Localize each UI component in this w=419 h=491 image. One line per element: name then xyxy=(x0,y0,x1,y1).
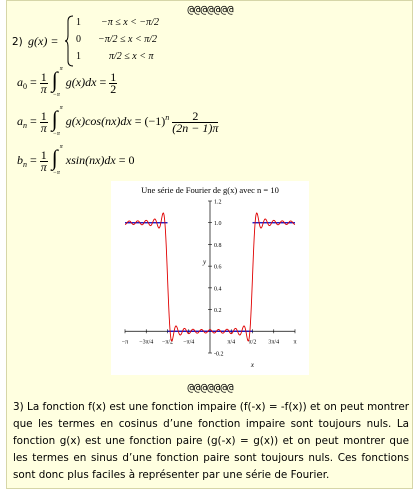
y-tick-label: -0.2 xyxy=(214,351,224,358)
content-frame xyxy=(6,0,413,489)
case-2-value: 0 xyxy=(76,34,81,45)
y-tick-label: 0.6 xyxy=(214,264,222,271)
x-tick-label: −π/2 xyxy=(161,339,174,346)
y-tick-label: 0.8 xyxy=(214,242,222,249)
formula-a0: $a_0$ = $\frac{1}{\pi}$ ∫ π −π g(x)dx = $\frac{1}{2}$ xyxy=(17,66,117,98)
chart-title: Une série de Fourier de g(x) avec n = 10 xyxy=(141,185,279,195)
x-tick-label: −π xyxy=(121,339,129,346)
formula-bn: $b_n$ = $\frac{1}{\pi}$ ∫ π −π xsin(nx)dx = 0 xyxy=(17,144,135,176)
item2-label: 2) xyxy=(12,36,23,48)
x-axis-label: x xyxy=(250,361,255,369)
y-tick-label: 0.4 xyxy=(214,286,222,293)
x-tick-label: 3π/4 xyxy=(268,339,280,346)
left-brace xyxy=(65,15,75,67)
case-3-value: 1 xyxy=(76,51,81,62)
y-tick-label: 0.2 xyxy=(214,308,222,315)
g-definition-lhs: g(x) = xyxy=(28,34,59,48)
x-tick-label: −3π/4 xyxy=(139,339,154,346)
x-tick-label: −π/4 xyxy=(183,339,195,346)
y-tick-label: 1.2 xyxy=(214,199,222,206)
separator-middle: @@@@@@@ xyxy=(187,381,234,394)
x-tick-label: π xyxy=(293,339,297,346)
x-tick-label: π/4 xyxy=(227,339,236,346)
fourier-chart xyxy=(111,181,309,375)
separator-top: @@@@@@@ xyxy=(187,3,234,16)
case-2-condition: −π/2 ≤ x < π/2 xyxy=(98,34,157,45)
y-axis-label: y xyxy=(203,257,207,266)
case-3-condition: π/2 ≤ x < π xyxy=(109,51,154,62)
case-1-condition: −π ≤ x < −π/2 xyxy=(101,17,159,28)
paragraph-3: 3) La fonction f(x) est une fonction impaire (f(-x) = -f(x)) et on peut montrer que les termes en cosinus d’une fonction impaire sont toujours nuls. La fonction g(x) est une fonction paire (g(-x) = g(x)) et on peut montrer que les termes en sinus d’une fonction paire sont toujours nuls. Ces fonctions sont donc plus faciles à représenter par une série de Fourier. xyxy=(13,401,409,481)
x-tick-label: π/2 xyxy=(248,339,257,346)
formula-an: $a_n$ = $\frac{1}{\pi}$ ∫ π −π $g(x)\cos(nx)dx = (-1)^n$ $\frac{2}{(2n - 1)\pi}$ xyxy=(17,105,219,137)
y-tick-label: 1.0 xyxy=(214,221,222,228)
case-1-value: 1 xyxy=(76,17,81,28)
